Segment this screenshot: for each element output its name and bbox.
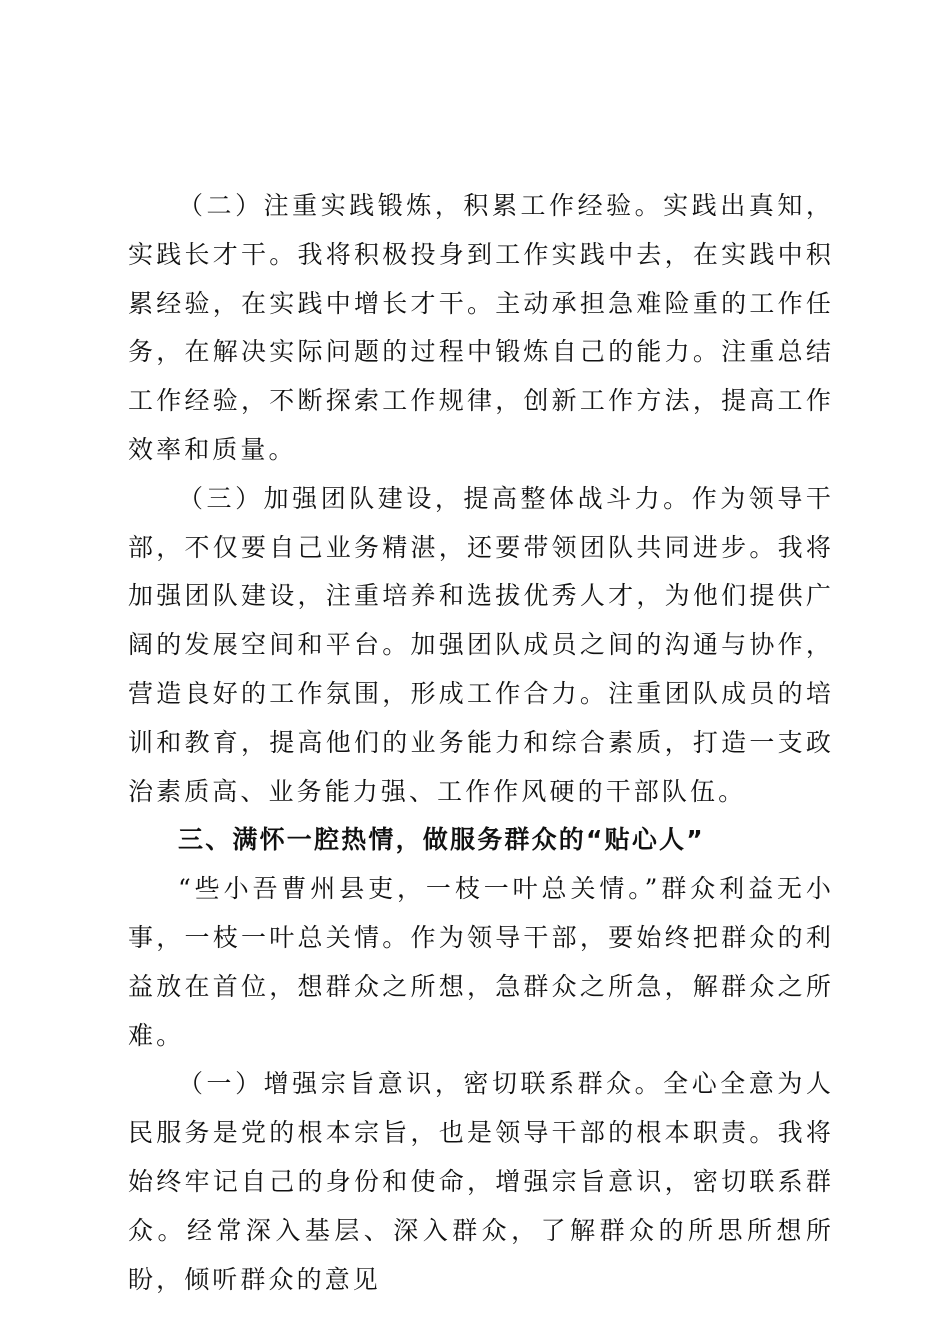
paragraph-purpose-awareness: （一）增强宗旨意识，密切联系群众。全心全意为人民服务是党的根本宗旨，也是领导干部的根本职责。我将始终牢记自己的身份和使命，增强宗旨意识，密切联系群众。经常深入基层、深入群众，了解群众的所思所想所盼，倾听群众的意见 <box>128 1069 834 1294</box>
section-heading-serve-masses: 三、满怀一腔热情，做服务群众的“贴心人” <box>178 825 705 855</box>
paragraph-team-building: （三）加强团队建设，提高整体战斗力。作为领导干部，不仅要自己业务精湛，还要带领团队共同进步。我将加强团队建设，注重培养和选拔优秀人才，为他们提供广阔的发展空间和平台。加强团队成员之间的沟通与协作，营造良好的工作氛围，形成工作合力。注重团队成员的培训和教育，提高他们的业务能力和综合素质，打造一支政治素质高、业务能力强、工作作风硬的干部队伍。 <box>128 483 834 806</box>
paragraph-practice-training: （二）注重实践锻炼，积累工作经验。实践出真知，实践长才干。我将积极投身到工作实践中去，在实践中积累经验，在实践中增长才干。主动承担急难险重的工作任务，在解决实际问题的过程中锻炼自己的能力。注重总结工作经验，不断探索工作规律，创新工作方法，提高工作效率和质量。 <box>128 191 834 464</box>
paragraph-masses-interests: “些小吾曹州县吏，一枝一叶总关情。”群众利益无小事，一枝一叶总关情。作为领导干部，要始终把群众的利益放在首位，想群众之所想，急群众之所急，解群众之所难。 <box>128 874 834 1050</box>
document-body <box>128 182 834 1304</box>
